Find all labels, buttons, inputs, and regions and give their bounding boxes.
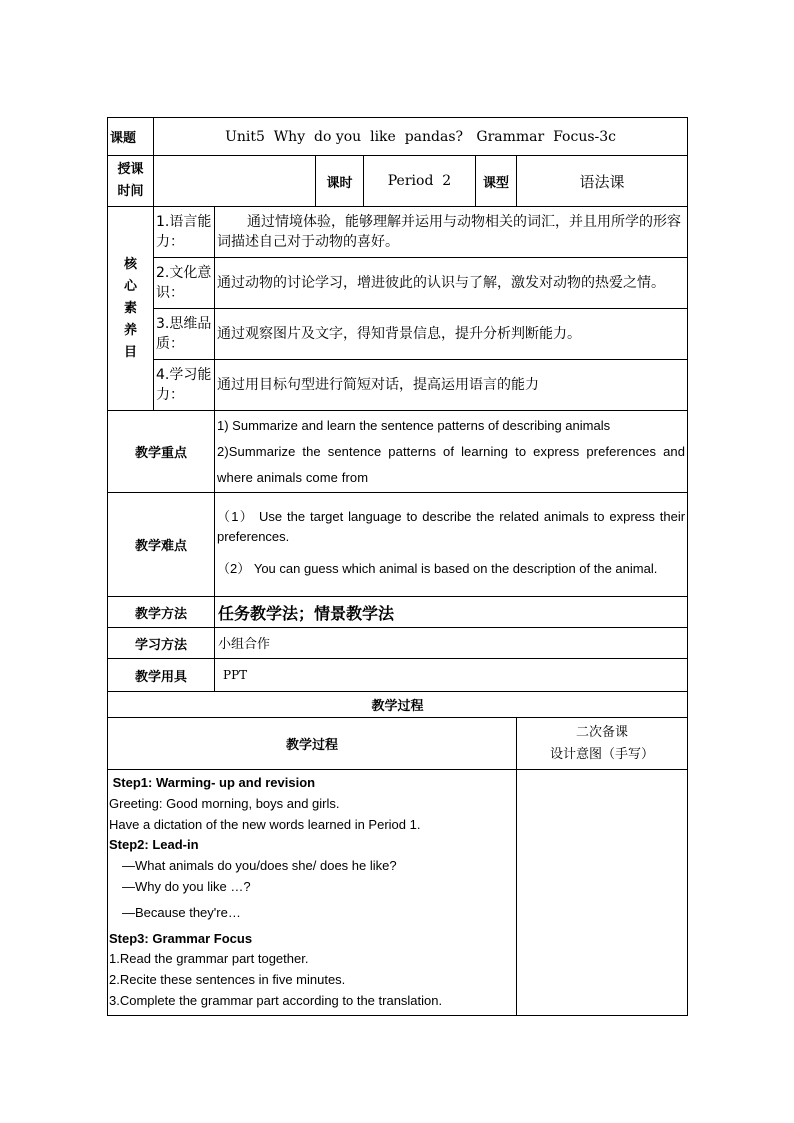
second-prep-header	[517, 718, 688, 770]
process-content	[108, 770, 517, 1016]
topic-value: Unit5 Why do you like pandas? Grammar Focus-3c	[154, 118, 688, 156]
process-line: 1.Read the grammar part together.	[109, 951, 309, 967]
core-row-3	[108, 309, 688, 360]
core-text-1: 通过情境体验，能够理解并运用与动物相关的词汇，并且用所学的形容词描述自己对于动物的喜好。	[215, 207, 688, 258]
tools-row	[108, 659, 688, 692]
core-row-4	[108, 360, 688, 411]
process-section-title: 教学过程	[108, 692, 688, 718]
process-line: —Because they're…	[122, 904, 241, 920]
process-column-title: 教学过程	[108, 718, 517, 770]
time-label: 授课时间	[108, 156, 154, 207]
learning-method-row	[108, 628, 688, 659]
process-line: Step3: Grammar Focus	[109, 930, 253, 946]
key-points-row	[108, 411, 688, 493]
core-sub-4: 4.学习能力：	[154, 360, 215, 411]
process-line: 3.Complete the grammar part according to the translation.	[109, 992, 443, 1008]
process-title-row	[108, 692, 688, 718]
type-value: 语法课	[517, 156, 688, 207]
key-point-2: 2)Summarize the sentence patterns of learning to express preferences and where animals come from	[217, 443, 686, 485]
type-label: 课型	[476, 156, 517, 207]
key-points-content	[215, 411, 688, 493]
core-text-4: 通过用目标句型进行简短对话，提高运用语言的能力	[215, 360, 688, 411]
difficulty-1: （1） Use the target language to describe the related animals to express their preferences.	[217, 508, 686, 544]
core-label: 核心素养目	[108, 207, 154, 411]
process-line: Have a dictation of the new words learned in Period 1.	[109, 816, 421, 832]
tools-label: 教学用具	[108, 659, 215, 692]
teaching-method-label: 教学方法	[108, 597, 215, 628]
lesson-plan-sheet	[107, 117, 687, 1016]
core-text-2: 通过动物的讨论学习，增进彼此的认识与了解，激发对动物的热爱之情。	[215, 258, 688, 309]
difficulties-label: 教学难点	[108, 493, 215, 597]
topic-row	[108, 118, 688, 156]
key-point-1: 1) Summarize and learn the sentence patterns of describing animals	[217, 417, 611, 433]
process-body-row	[108, 770, 688, 1016]
difficulty-2: （2） You can guess which animal is based on the description of the animal.	[217, 560, 658, 576]
learning-method-value: 小组合作	[215, 628, 688, 659]
process-line: Greeting: Good morning, boys and girls.	[109, 795, 340, 811]
core-row-2	[108, 258, 688, 309]
core-text-3: 通过观察图片及文字，得知背景信息，提升分析判断能力。	[215, 309, 688, 360]
process-line: Step1: Warming- up and revision	[109, 775, 316, 790]
core-sub-2: 2.文化意识：	[154, 258, 215, 309]
period-value: Period 2	[364, 156, 476, 207]
second-prep-notes	[517, 770, 688, 1016]
process-line: Step2: Lead-in	[109, 837, 199, 853]
learning-method-label: 学习方法	[108, 628, 215, 659]
teaching-method-row	[108, 597, 688, 628]
process-header-row	[108, 718, 688, 770]
period-label: 课时	[316, 156, 364, 207]
core-row-1	[108, 207, 688, 258]
schedule-row	[108, 156, 688, 207]
difficulties-row	[108, 493, 688, 597]
second-prep-subtitle: 设计意图（手写）	[550, 746, 655, 762]
time-value	[154, 156, 316, 207]
core-sub-3: 3.思维品质：	[154, 309, 215, 360]
difficulties-content	[215, 493, 688, 597]
process-line: —Why do you like …?	[122, 878, 251, 894]
process-line: 2.Recite these sentences in five minutes.	[109, 972, 346, 988]
key-points-label: 教学重点	[108, 411, 215, 493]
second-prep-title: 二次备课	[576, 724, 629, 740]
tools-value: PPT	[215, 659, 688, 692]
lesson-plan-table	[107, 117, 688, 1016]
process-line: —What animals do you/does she/ does he like?	[122, 858, 397, 874]
teaching-method-value: 任务教学法；情景教学法	[215, 597, 688, 628]
topic-label: 课题	[108, 118, 154, 156]
core-sub-1: 1.语言能力：	[154, 207, 215, 258]
